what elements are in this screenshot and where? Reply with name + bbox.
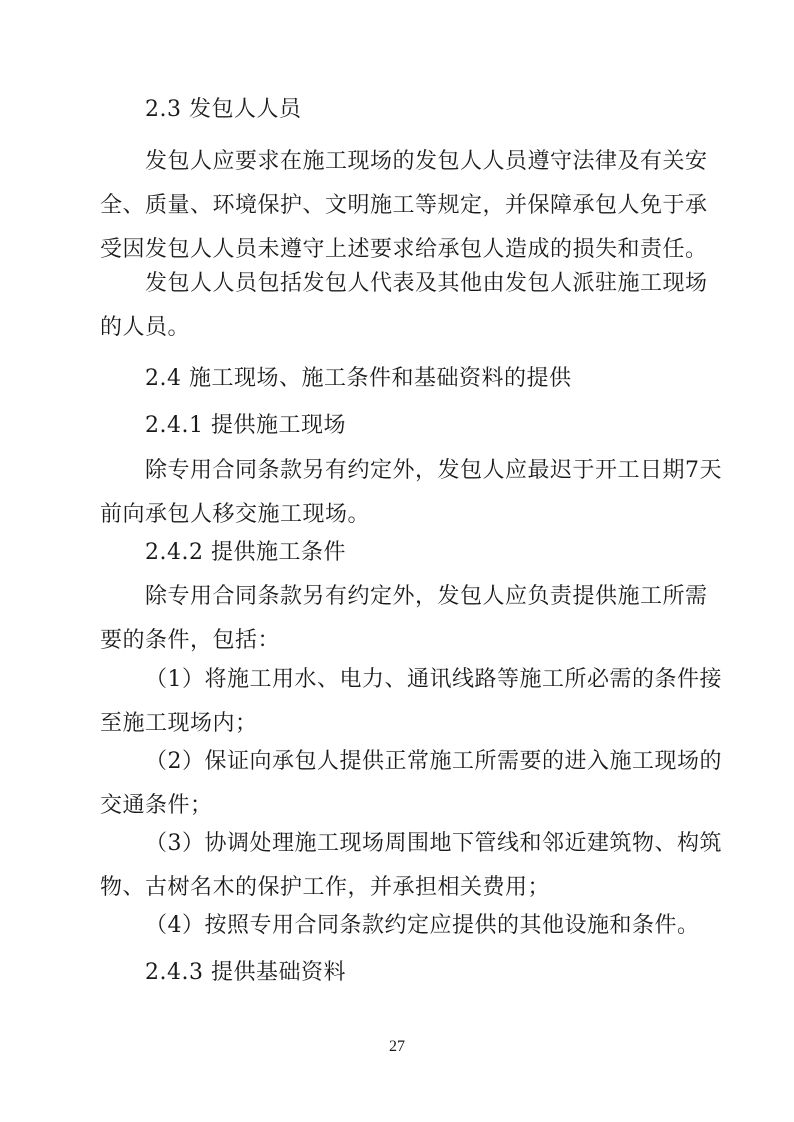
subsection-heading-2-4-3: 2.4.3 提供基础资料	[145, 960, 346, 985]
paragraph-line: 的人员。	[100, 315, 191, 340]
list-item-line: （1）将施工用水、电力、通讯线路等施工所必需的条件接	[145, 667, 722, 692]
list-item-line: 至施工现场内；	[100, 711, 258, 736]
subsection-heading-2-4-1: 2.4.1 提供施工现场	[145, 413, 346, 438]
page-number: 27	[389, 1038, 405, 1055]
paragraph-line: 除专用合同条款另有约定外，发包人应最迟于开工日期7天	[145, 458, 722, 483]
list-item-line: （2）保证向承包人提供正常施工所需要的进入施工现场的	[145, 749, 722, 774]
paragraph-line: 受因发包人人员未遵守上述要求给承包人造成的损失和责任。	[100, 237, 708, 262]
paragraph-line: 全、质量、环境保护、文明施工等规定，并保障承包人免于承	[100, 193, 708, 218]
paragraph-line: 前向承包人移交施工现场。	[100, 502, 371, 527]
paragraph-line: 要的条件，包括：	[100, 628, 281, 653]
list-item-line: 物、古树名木的保护工作，并承担相关费用；	[100, 875, 551, 900]
list-item-line: 交通条件；	[100, 793, 213, 818]
subsection-heading-2-4-2: 2.4.2 提供施工条件	[145, 540, 346, 565]
paragraph-line: 发包人应要求在施工现场的发包人人员遵守法律及有关安	[145, 149, 708, 174]
list-item-line: （4）按照专用合同条款约定应提供的其他设施和条件。	[145, 913, 700, 938]
section-heading-2-3: 2.3 发包人人员	[145, 97, 302, 122]
paragraph-line: 发包人人员包括发包人代表及其他由发包人派驻施工现场	[145, 271, 708, 296]
paragraph-line: 除专用合同条款另有约定外，发包人应负责提供施工所需	[145, 584, 708, 609]
list-item-line: （3）协调处理施工现场周围地下管线和邻近建筑物、构筑	[145, 831, 722, 856]
section-heading-2-4: 2.4 施工现场、施工条件和基础资料的提供	[145, 366, 572, 391]
